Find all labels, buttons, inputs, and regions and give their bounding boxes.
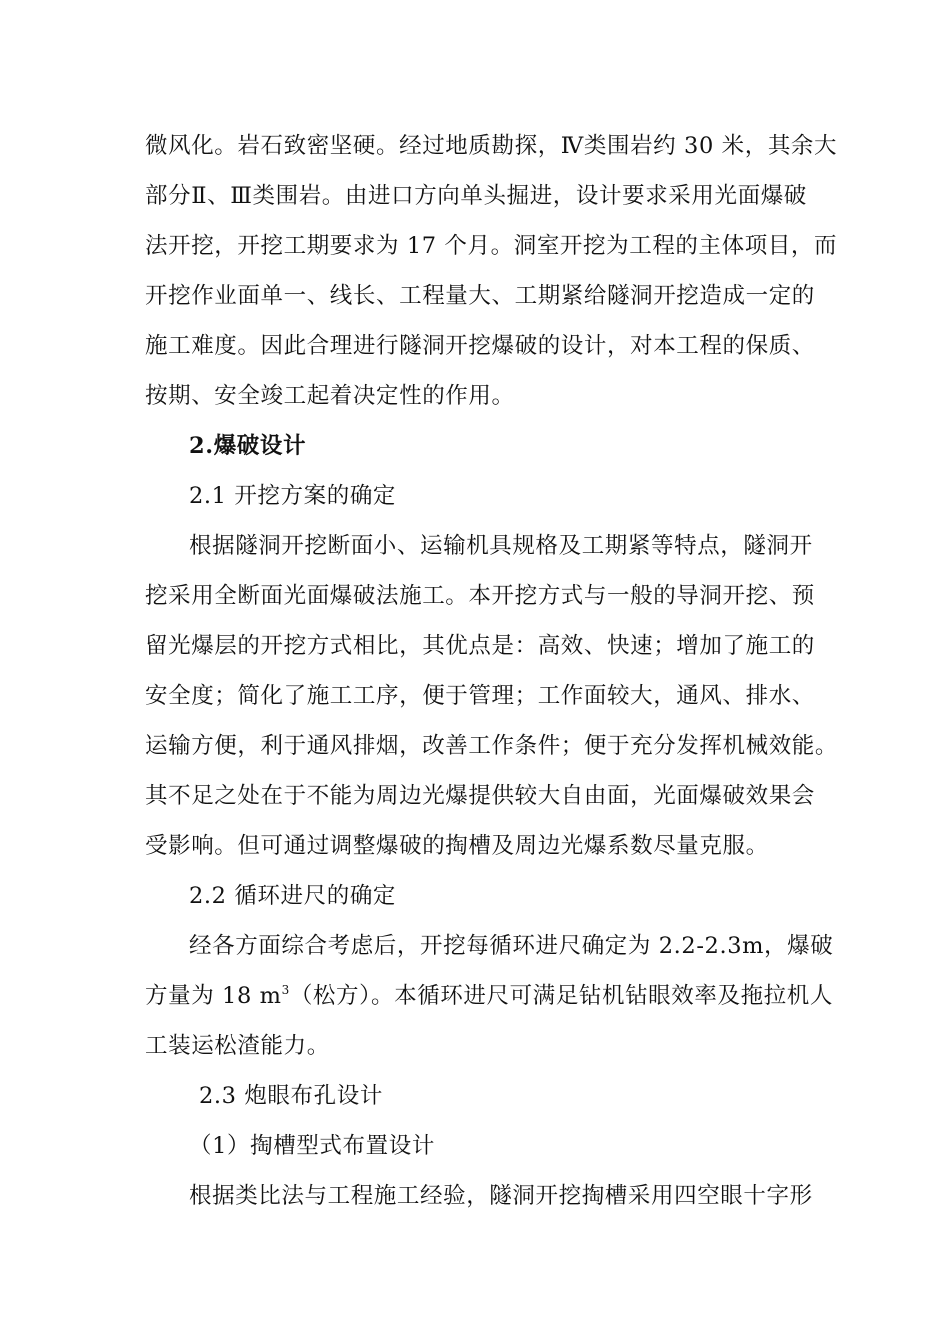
body-text-line <box>145 981 833 1011</box>
body-text-line: 按期、安全竣工起着决定性的作用。 <box>145 383 515 409</box>
subsection-heading: 2.1 开挖方案的确定 <box>189 483 397 509</box>
section-heading: 2.爆破设计 <box>189 433 307 459</box>
body-text-line: 微风化。岩石致密坚硬。经过地质勘探，Ⅳ类围岩约 30 米，其余大 <box>145 133 838 159</box>
body-text-line: 法开挖，开挖工期要求为 17 个月。洞室开挖为工程的主体项目，而 <box>145 233 838 259</box>
subsection-heading: 2.2 循环进尺的确定 <box>189 883 397 909</box>
body-text-line: 施工难度。因此合理进行隧洞开挖爆破的设计，对本工程的保质、 <box>145 333 815 359</box>
cubic-superscript: 3 <box>281 983 290 997</box>
subsection-heading: 2.3 炮眼布孔设计 <box>199 1083 383 1109</box>
body-text-segment: 方量为 18 m <box>145 983 282 1009</box>
body-text-line: 根据类比法与工程施工经验，隧洞开挖掏槽采用四空眼十字形 <box>189 1183 813 1209</box>
body-text-segment: （松方）。本循环进尺可满足钻机钻眼效率及拖拉机人 <box>289 983 833 1009</box>
body-text-line: 留光爆层的开挖方式相比，其优点是：高效、快速；增加了施工的 <box>145 633 815 659</box>
body-text-line: 挖采用全断面光面爆破法施工。本开挖方式与一般的导洞开挖、预 <box>145 583 815 609</box>
body-text-line: 受影响。但可通过调整爆破的掏槽及周边光爆系数尽量克服。 <box>145 833 769 859</box>
sub-subsection-heading: （1）掏槽型式布置设计 <box>189 1133 435 1159</box>
body-text-line: 安全度；简化了施工工序，便于管理；工作面较大，通风、排水、 <box>145 683 815 709</box>
body-text-line: 经各方面综合考虑后，开挖每循环进尺确定为 2.2-2.3m，爆破 <box>189 933 834 959</box>
body-text-line: 运输方便，利于通风排烟，改善工作条件；便于充分发挥机械效能。 <box>145 733 839 759</box>
body-text-line: 部分Ⅱ、Ⅲ类围岩。由进口方向单头掘进，设计要求采用光面爆破 <box>145 183 807 209</box>
body-text-line: 根据隧洞开挖断面小、运输机具规格及工期紧等特点，隧洞开 <box>189 533 813 559</box>
body-text-line: 开挖作业面单一、线长、工程量大、工期紧给隧洞开挖造成一定的 <box>145 283 815 309</box>
body-text-line: 其不足之处在于不能为周边光爆提供较大自由面，光面爆破效果会 <box>145 783 815 809</box>
body-text-line: 工装运松渣能力。 <box>145 1033 330 1059</box>
